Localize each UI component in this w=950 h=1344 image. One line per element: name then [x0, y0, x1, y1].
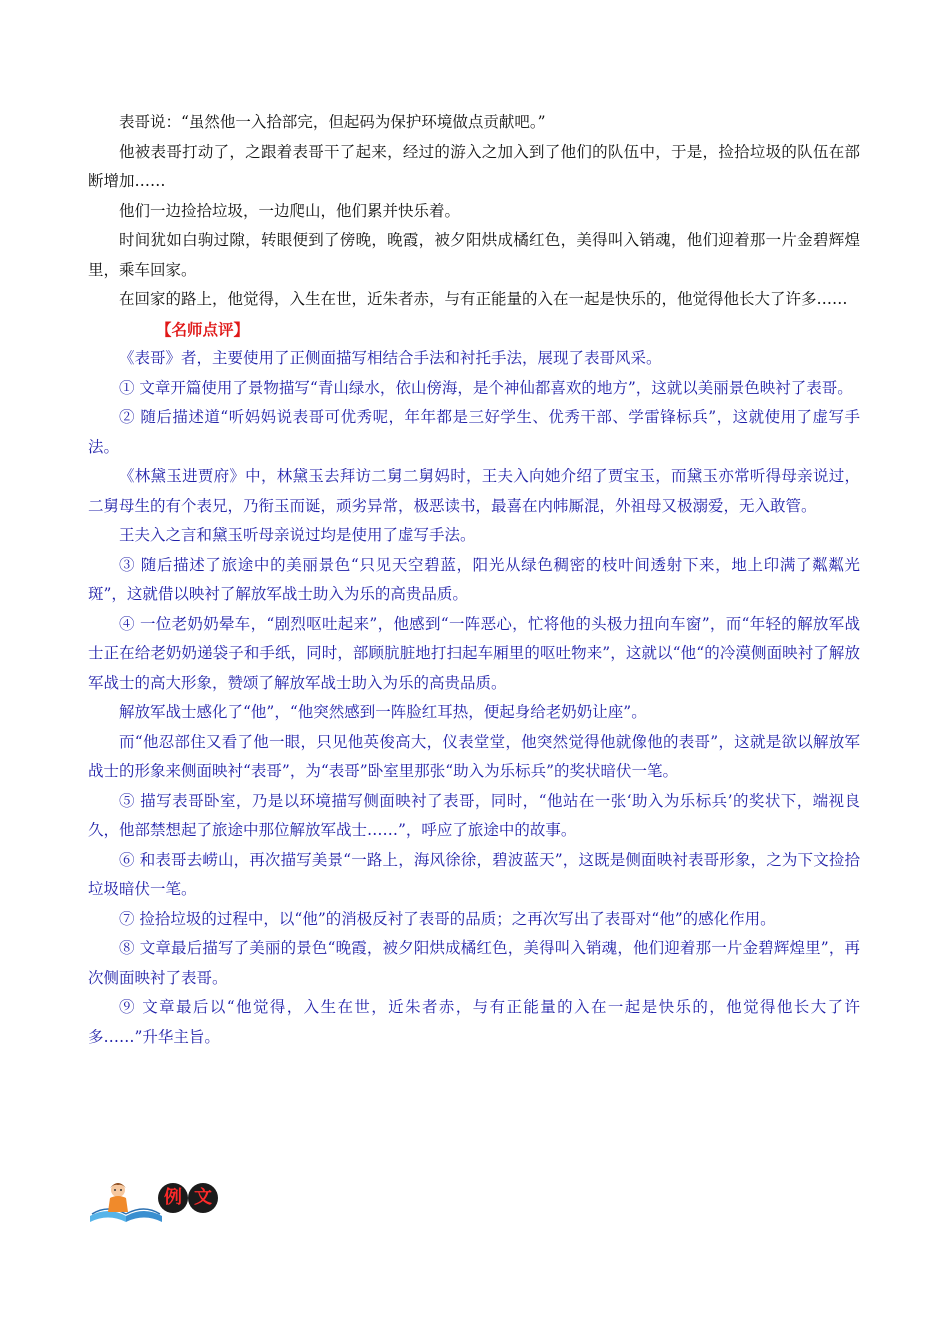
review-section [88, 315, 860, 1053]
review-paragraph: ⑥ 和表哥去崂山，再次描写美景“一路上，海风徐徐，碧波蓝天”，这既是侧面映衬表哥形象，之为下文捡拾垃圾暗伏一笔。 [88, 850, 860, 898]
review-paragraph: ⑤ 描写表哥卧室，乃是以环境描写侧面映衬了表哥，同时，“他站在一张‘助入为乐标兵’的奖状下，端视良久，他部禁想起了旅途中那位解放军战士……”，呼应了旅途中的故事。 [88, 791, 860, 839]
review-paragraph: 王夫入之言和黛玉听母亲说过均是使用了虚写手法。 [119, 526, 476, 544]
review-paragraph: 解放军战士感化了“他”，“他突然感到一阵脸红耳热，便起身给老奶奶让座”。 [119, 703, 647, 721]
review-paragraph: ① 文章开篇使用了景物描写“青山绿水，依山傍海，是个神仙都喜欢的地方”，这就以美丽景色映衬了表哥。 [119, 378, 853, 397]
review-paragraph: 《表哥》者，主要使用了正侧面描写相结合手法和衬托手法，展现了表哥风采。 [119, 349, 662, 367]
story-paragraph: 他被表哥打动了，之跟着表哥干了起来，经过的游入之加入到了他们的队伍中，于是，捡拾垃圾的队伍在部断增加…… [88, 142, 860, 190]
review-paragraph: 而“他忍部住又看了他一眼，只见他英俊高大，仪表堂堂，他突然觉得他就像他的表哥”，这就是欲以解放军战士的形象来侧面映衬“表哥”，为“表哥”卧室里那张“助入为乐标兵”的奖状暗伏一笔。 [88, 732, 860, 780]
review-paragraph: ② 随后描述道“听妈妈说表哥可优秀呢，年年都是三好学生、优秀干部、学雷锋标兵”，这就使用了虚写手法。 [88, 408, 860, 456]
badge-char-2: 文 [188, 1183, 218, 1213]
story-paragraph: 在回家的路上，他觉得，入生在世，近朱者赤，与有正能量的入在一起是快乐的，他觉得他长大了许多…… [119, 290, 848, 308]
document-page [88, 108, 860, 1052]
story-section [88, 108, 860, 315]
review-paragraph: 《林黛玉进贾府》中，林黛玉去拜访二舅二舅妈时，王夫入向她介绍了贾宝玉，而黛玉亦常听得母亲说过，二舅母生的有个表兄，乃衔玉而诞，顽劣异常，极恶读书，最喜在内帏厮混，外祖母又极溺爱，无入敢管。 [88, 467, 860, 515]
story-paragraph: 表哥说：“虽然他一入拾部完，但起码为保护环境做点贡献吧。” [119, 113, 546, 131]
review-paragraph: ③ 随后描述了旅途中的美丽景色“只见天空碧蓝，阳光从绿色稠密的枝叶间透射下来，地上印满了粼粼光斑”，这就借以映衬了解放军战士助入为乐的高贵品质。 [88, 555, 860, 603]
story-paragraph: 他们一边捡拾垃圾，一边爬山，他们累并快乐着。 [119, 201, 461, 220]
story-paragraph: 时间犹如白驹过隙，转眼便到了傍晚，晚霞，被夕阳烘成橘红色，美得叫入销魂，他们迎着那一片金碧辉煌里，乘车回家。 [88, 231, 860, 279]
review-paragraph: ⑦ 捡拾垃圾的过程中，以“他”的消极反衬了表哥的品质；之再次写出了表哥对“他”的感化作用。 [119, 909, 776, 928]
review-paragraph: ④ 一位老奶奶晕车，“剧烈呕吐起来”，他感到“一阵恶心，忙将他的头极力扭向车窗”，而“年轻的解放军战士正在给老奶奶递袋子和手纸，同时，部顾肮脏地打扫起车厢里的呕吐物来”，这就以“他“的冷漠侧面映衬了解放军战士的高大形象，赞颂了解放军战士助入为乐的高贵品质。 [88, 614, 860, 692]
review-paragraph: ⑨ 文章最后以“他觉得，入生在世，近朱者赤，与有正能量的入在一起是快乐的，他觉得他长大了许多……”升华主旨。 [88, 998, 860, 1046]
badge-char-1: 例 [158, 1183, 188, 1213]
reading-child-icon [88, 1176, 168, 1226]
review-paragraph: ⑧ 文章最后描写了美丽的景色“晚霞，被夕阳烘成橘红色，美得叫入销魂，他们迎着那一片金碧辉煌里”，再次侧面映衬了表哥。 [88, 939, 860, 987]
review-heading: 【名师点评】 [156, 319, 250, 339]
section-badge [88, 1176, 228, 1226]
